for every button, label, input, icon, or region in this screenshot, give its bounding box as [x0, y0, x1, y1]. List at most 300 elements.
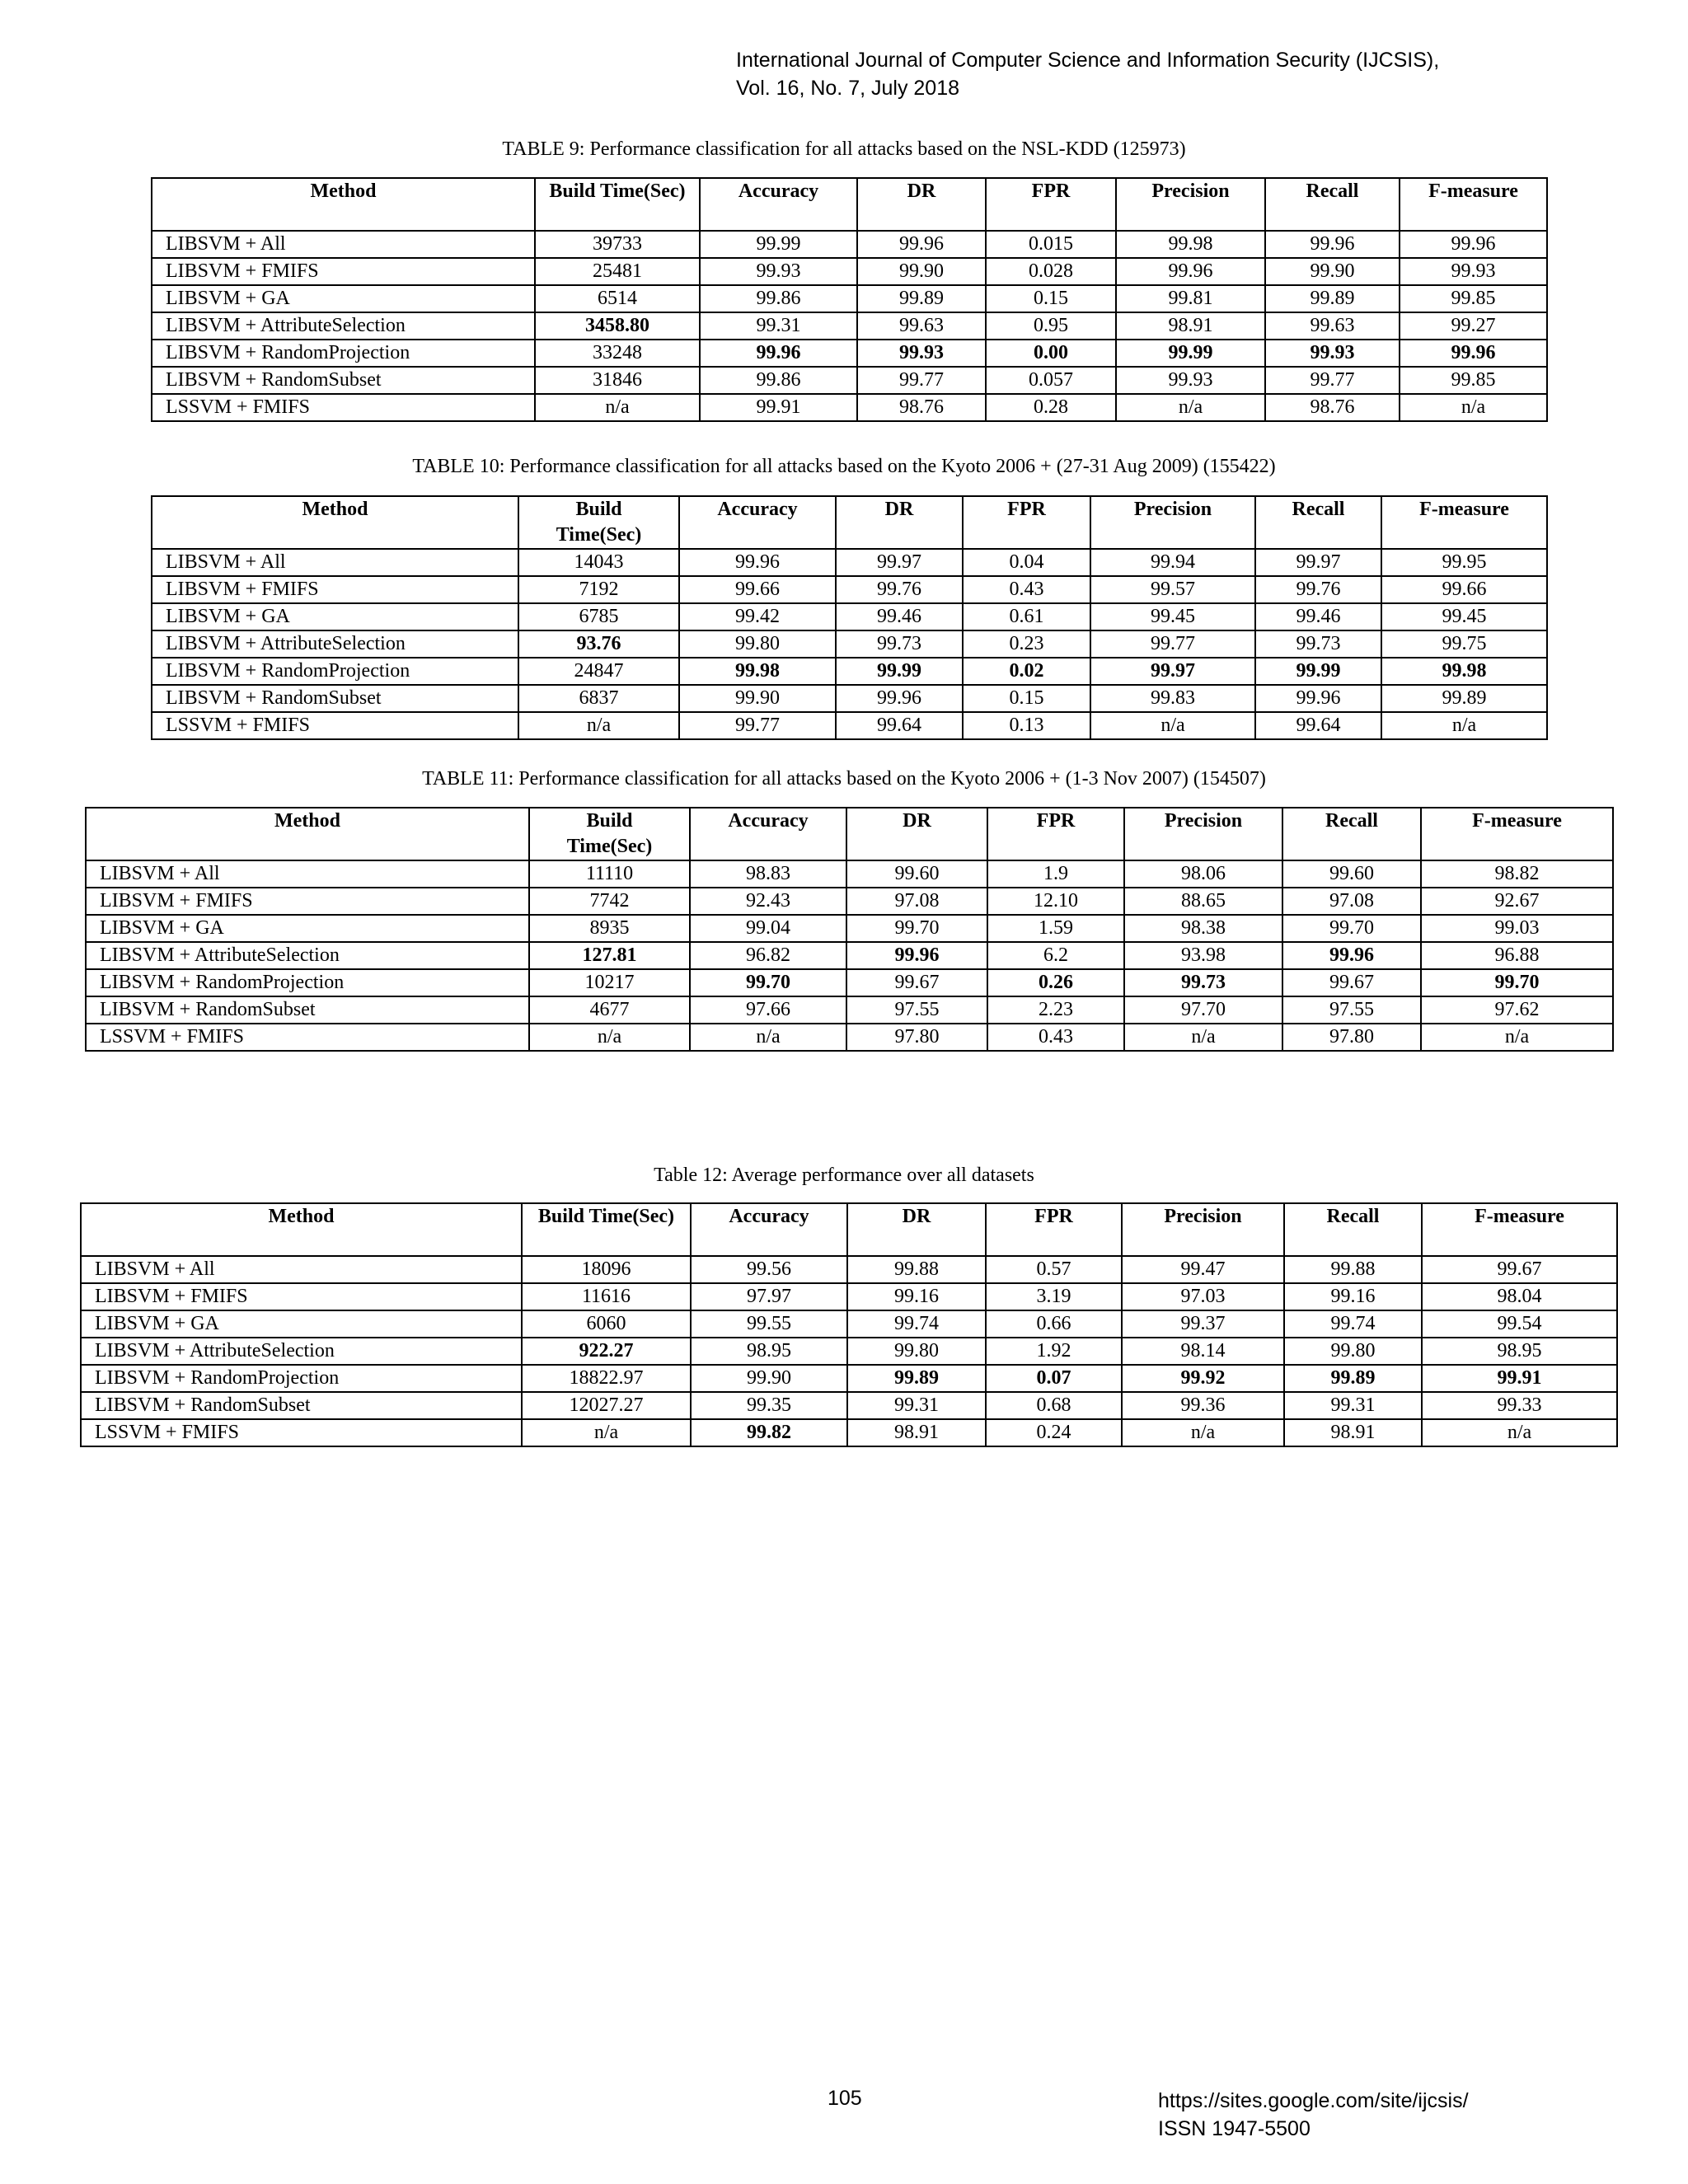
- value-cell: 99.93: [857, 340, 986, 367]
- table-row: [86, 915, 1613, 942]
- method-cell: LIBSVM + AttributeSelection: [152, 630, 518, 658]
- value-cell: 99.70: [846, 915, 987, 942]
- table-row: [152, 576, 1547, 603]
- table-row: [86, 996, 1613, 1024]
- value-cell: 0.61: [963, 603, 1090, 630]
- value-cell: 97.80: [846, 1024, 987, 1051]
- table-row: [152, 258, 1547, 285]
- column-header: Recall: [1265, 178, 1400, 231]
- value-cell: 0.66: [986, 1310, 1122, 1338]
- value-cell: 99.81: [1116, 285, 1265, 312]
- value-cell: 1.59: [987, 915, 1124, 942]
- value-cell: 0.15: [986, 285, 1116, 312]
- value-cell: 31846: [535, 367, 700, 394]
- method-cell: LIBSVM + RandomSubset: [152, 685, 518, 712]
- table-row: [81, 1338, 1617, 1365]
- value-cell: 99.90: [857, 258, 986, 285]
- value-cell: 92.43: [690, 888, 846, 915]
- value-cell: 0.00: [986, 340, 1116, 367]
- table-12-caption: Table 12: Average performance over all datasets: [654, 1165, 1034, 1186]
- value-cell: 24847: [518, 658, 679, 685]
- table-11: [85, 807, 1614, 1052]
- method-cell: LIBSVM + FMIFS: [152, 258, 535, 285]
- value-cell: 96.88: [1421, 942, 1613, 969]
- column-header: Recall: [1255, 496, 1381, 549]
- value-cell: 99.67: [846, 969, 987, 996]
- value-cell: 97.66: [690, 996, 846, 1024]
- method-cell: LIBSVM + All: [152, 549, 518, 576]
- value-cell: 98.91: [1116, 312, 1265, 340]
- table-row: [81, 1419, 1617, 1446]
- table-9: [151, 177, 1548, 422]
- journal-title: International Journal of Computer Science and Information Security (IJCSIS),: [736, 49, 1440, 72]
- value-cell: 99.70: [690, 969, 846, 996]
- method-cell: LIBSVM + AttributeSelection: [81, 1338, 522, 1365]
- value-cell: 99.70: [1421, 969, 1613, 996]
- value-cell: 99.57: [1090, 576, 1255, 603]
- column-header: Recall: [1282, 808, 1421, 860]
- value-cell: n/a: [1422, 1419, 1617, 1446]
- method-cell: LIBSVM + AttributeSelection: [152, 312, 535, 340]
- value-cell: 4677: [529, 996, 690, 1024]
- journal-footer: [1158, 2087, 1469, 2143]
- value-cell: 99.77: [679, 712, 836, 739]
- value-cell: 99.45: [1381, 603, 1547, 630]
- value-cell: 99.35: [691, 1392, 847, 1419]
- method-cell: LIBSVM + FMIFS: [86, 888, 529, 915]
- method-cell: LIBSVM + RandomSubset: [152, 367, 535, 394]
- value-cell: 99.98: [1116, 231, 1265, 258]
- table-row: [152, 603, 1547, 630]
- value-cell: 99.80: [1284, 1338, 1422, 1365]
- table-10-caption: TABLE 10: Performance classification for all attacks based on the Kyoto 2006 + (27-31 Aug 2009) (155422): [412, 456, 1276, 477]
- value-cell: 99.67: [1282, 969, 1421, 996]
- value-cell: 8935: [529, 915, 690, 942]
- value-cell: 11110: [529, 860, 690, 888]
- method-cell: LIBSVM + AttributeSelection: [86, 942, 529, 969]
- value-cell: 99.92: [1122, 1365, 1284, 1392]
- value-cell: 10217: [529, 969, 690, 996]
- value-cell: 99.82: [691, 1419, 847, 1446]
- value-cell: 99.63: [857, 312, 986, 340]
- value-cell: 97.55: [846, 996, 987, 1024]
- column-header: F-measure: [1421, 808, 1613, 860]
- column-header: Method: [152, 496, 518, 549]
- value-cell: 18096: [522, 1256, 691, 1283]
- journal-url: https://sites.google.com/site/ijcsis/: [1158, 2089, 1469, 2112]
- value-cell: 99.96: [700, 340, 857, 367]
- value-cell: 0.02: [963, 658, 1090, 685]
- value-cell: 0.28: [986, 394, 1116, 421]
- value-cell: 99.97: [1255, 549, 1381, 576]
- value-cell: 99.16: [847, 1283, 986, 1310]
- value-cell: 99.97: [1090, 658, 1255, 685]
- value-cell: 99.96: [1255, 685, 1381, 712]
- value-cell: 99.42: [679, 603, 836, 630]
- value-cell: 99.90: [1265, 258, 1400, 285]
- table-header-row: [152, 178, 1547, 231]
- column-header: DR: [846, 808, 987, 860]
- value-cell: 93.98: [1124, 942, 1282, 969]
- column-header: F-measure: [1422, 1203, 1617, 1256]
- column-header: Build Time(Sec): [535, 178, 700, 231]
- value-cell: 99.98: [1381, 658, 1547, 685]
- column-header: F-measure: [1400, 178, 1547, 231]
- table-11-caption: TABLE 11: Performance classification for all attacks based on the Kyoto 2006 + (1-3 Nov 2007) (154507): [422, 768, 1266, 790]
- value-cell: 99.67: [1422, 1256, 1617, 1283]
- value-cell: 99.96: [679, 549, 836, 576]
- value-cell: n/a: [518, 712, 679, 739]
- value-cell: n/a: [1381, 712, 1547, 739]
- value-cell: 25481: [535, 258, 700, 285]
- method-cell: LIBSVM + RandomProjection: [86, 969, 529, 996]
- value-cell: 98.14: [1122, 1338, 1284, 1365]
- column-header: Recall: [1284, 1203, 1422, 1256]
- value-cell: 99.89: [1284, 1365, 1422, 1392]
- method-cell: LIBSVM + RandomProjection: [152, 340, 535, 367]
- value-cell: 99.31: [700, 312, 857, 340]
- table-header-row: [152, 496, 1547, 549]
- value-cell: n/a: [522, 1419, 691, 1446]
- value-cell: 98.91: [1284, 1419, 1422, 1446]
- column-header: Build Time(Sec): [518, 496, 679, 549]
- method-cell: LIBSVM + RandomSubset: [81, 1392, 522, 1419]
- column-header: FPR: [987, 808, 1124, 860]
- value-cell: 99.86: [700, 285, 857, 312]
- value-cell: 3458.80: [535, 312, 700, 340]
- value-cell: 3.19: [986, 1283, 1122, 1310]
- value-cell: 92.67: [1421, 888, 1613, 915]
- table-header-row: [86, 808, 1613, 860]
- value-cell: 99.31: [847, 1392, 986, 1419]
- value-cell: 98.76: [857, 394, 986, 421]
- value-cell: 99.33: [1422, 1392, 1617, 1419]
- table-row: [81, 1310, 1617, 1338]
- method-cell: LIBSVM + RandomProjection: [81, 1365, 522, 1392]
- value-cell: 99.96: [836, 685, 963, 712]
- value-cell: 99.90: [691, 1365, 847, 1392]
- value-cell: 99.89: [857, 285, 986, 312]
- value-cell: 39733: [535, 231, 700, 258]
- column-header: Precision: [1116, 178, 1265, 231]
- value-cell: 99.93: [700, 258, 857, 285]
- value-cell: 99.80: [847, 1338, 986, 1365]
- value-cell: 99.85: [1400, 367, 1547, 394]
- table-row: [152, 367, 1547, 394]
- value-cell: 6837: [518, 685, 679, 712]
- method-cell: LIBSVM + FMIFS: [152, 576, 518, 603]
- method-cell: LSSVM + FMIFS: [152, 712, 518, 739]
- value-cell: 99.03: [1421, 915, 1613, 942]
- value-cell: 99.80: [679, 630, 836, 658]
- value-cell: n/a: [529, 1024, 690, 1051]
- value-cell: 99.96: [857, 231, 986, 258]
- value-cell: 99.27: [1400, 312, 1547, 340]
- value-cell: 0.95: [986, 312, 1116, 340]
- value-cell: 1.92: [986, 1338, 1122, 1365]
- value-cell: 99.66: [679, 576, 836, 603]
- value-cell: 2.23: [987, 996, 1124, 1024]
- method-cell: LIBSVM + GA: [81, 1310, 522, 1338]
- value-cell: 6060: [522, 1310, 691, 1338]
- value-cell: 99.99: [836, 658, 963, 685]
- table-12: [80, 1202, 1618, 1447]
- column-header: FPR: [986, 178, 1116, 231]
- value-cell: 98.91: [847, 1419, 986, 1446]
- value-cell: 99.89: [1265, 285, 1400, 312]
- method-cell: LSSVM + FMIFS: [86, 1024, 529, 1051]
- value-cell: 99.46: [836, 603, 963, 630]
- value-cell: n/a: [1116, 394, 1265, 421]
- value-cell: 99.98: [679, 658, 836, 685]
- value-cell: 97.08: [846, 888, 987, 915]
- table-row: [152, 549, 1547, 576]
- column-header: Method: [81, 1203, 522, 1256]
- value-cell: 0.04: [963, 549, 1090, 576]
- value-cell: 0.23: [963, 630, 1090, 658]
- value-cell: 99.54: [1422, 1310, 1617, 1338]
- value-cell: 99.74: [1284, 1310, 1422, 1338]
- value-cell: 99.64: [1255, 712, 1381, 739]
- value-cell: 1.9: [987, 860, 1124, 888]
- journal-issn: ISSN 1947-5500: [1158, 2117, 1311, 2140]
- value-cell: 99.73: [1124, 969, 1282, 996]
- column-header: Accuracy: [679, 496, 836, 549]
- method-cell: LIBSVM + GA: [152, 285, 535, 312]
- value-cell: 99.88: [1284, 1256, 1422, 1283]
- table-row: [152, 685, 1547, 712]
- value-cell: 99.91: [700, 394, 857, 421]
- value-cell: 11616: [522, 1283, 691, 1310]
- method-cell: LIBSVM + GA: [86, 915, 529, 942]
- value-cell: 98.76: [1265, 394, 1400, 421]
- value-cell: 99.64: [836, 712, 963, 739]
- table-9-caption: TABLE 9: Performance classification for all attacks based on the NSL-KDD (125973): [502, 138, 1186, 160]
- value-cell: 7192: [518, 576, 679, 603]
- table-10: [151, 495, 1548, 740]
- value-cell: 12027.27: [522, 1392, 691, 1419]
- value-cell: 99.96: [1282, 942, 1421, 969]
- value-cell: 99.83: [1090, 685, 1255, 712]
- value-cell: 99.96: [1116, 258, 1265, 285]
- column-header: DR: [857, 178, 986, 231]
- value-cell: 97.03: [1122, 1283, 1284, 1310]
- value-cell: 0.43: [987, 1024, 1124, 1051]
- value-cell: 99.70: [1282, 915, 1421, 942]
- value-cell: n/a: [1400, 394, 1547, 421]
- column-header: Method: [86, 808, 529, 860]
- value-cell: 99.89: [1381, 685, 1547, 712]
- value-cell: 99.37: [1122, 1310, 1284, 1338]
- value-cell: 0.68: [986, 1392, 1122, 1419]
- value-cell: 98.04: [1422, 1283, 1617, 1310]
- value-cell: 99.90: [679, 685, 836, 712]
- value-cell: 99.96: [1265, 231, 1400, 258]
- value-cell: 0.015: [986, 231, 1116, 258]
- value-cell: 7742: [529, 888, 690, 915]
- method-cell: LIBSVM + All: [86, 860, 529, 888]
- method-cell: LIBSVM + RandomProjection: [152, 658, 518, 685]
- table-row: [81, 1392, 1617, 1419]
- column-header: DR: [836, 496, 963, 549]
- table-row: [152, 712, 1547, 739]
- value-cell: 0.24: [986, 1419, 1122, 1446]
- value-cell: 99.76: [1255, 576, 1381, 603]
- value-cell: 99.89: [847, 1365, 986, 1392]
- value-cell: 96.82: [690, 942, 846, 969]
- value-cell: 0.57: [986, 1256, 1122, 1283]
- method-cell: LSSVM + FMIFS: [81, 1419, 522, 1446]
- value-cell: 99.93: [1116, 367, 1265, 394]
- value-cell: n/a: [535, 394, 700, 421]
- value-cell: 97.70: [1124, 996, 1282, 1024]
- value-cell: n/a: [690, 1024, 846, 1051]
- value-cell: 0.07: [986, 1365, 1122, 1392]
- value-cell: 98.95: [691, 1338, 847, 1365]
- value-cell: n/a: [1090, 712, 1255, 739]
- value-cell: 99.75: [1381, 630, 1547, 658]
- table-row: [152, 231, 1547, 258]
- value-cell: 99.97: [836, 549, 963, 576]
- method-cell: LIBSVM + FMIFS: [81, 1283, 522, 1310]
- table-row: [86, 888, 1613, 915]
- column-header: Build Time(Sec): [522, 1203, 691, 1256]
- value-cell: 97.62: [1421, 996, 1613, 1024]
- value-cell: 99.77: [1090, 630, 1255, 658]
- column-header: F-measure: [1381, 496, 1547, 549]
- value-cell: 99.99: [1255, 658, 1381, 685]
- column-header: FPR: [986, 1203, 1122, 1256]
- value-cell: 99.94: [1090, 549, 1255, 576]
- value-cell: 99.99: [700, 231, 857, 258]
- table-row: [152, 340, 1547, 367]
- method-cell: LIBSVM + All: [81, 1256, 522, 1283]
- value-cell: 99.95: [1381, 549, 1547, 576]
- value-cell: 97.80: [1282, 1024, 1421, 1051]
- value-cell: 99.04: [690, 915, 846, 942]
- value-cell: 99.55: [691, 1310, 847, 1338]
- table-row: [86, 1024, 1613, 1051]
- table-row: [86, 942, 1613, 969]
- value-cell: 98.06: [1124, 860, 1282, 888]
- method-cell: LIBSVM + RandomSubset: [86, 996, 529, 1024]
- value-cell: 99.66: [1381, 576, 1547, 603]
- value-cell: 922.27: [522, 1338, 691, 1365]
- value-cell: 14043: [518, 549, 679, 576]
- value-cell: 99.16: [1284, 1283, 1422, 1310]
- value-cell: 99.31: [1284, 1392, 1422, 1419]
- value-cell: 127.81: [529, 942, 690, 969]
- value-cell: 99.77: [1265, 367, 1400, 394]
- value-cell: 6514: [535, 285, 700, 312]
- table-header-row: [81, 1203, 1617, 1256]
- value-cell: 97.97: [691, 1283, 847, 1310]
- value-cell: n/a: [1122, 1419, 1284, 1446]
- value-cell: 98.38: [1124, 915, 1282, 942]
- column-header: Method: [152, 178, 535, 231]
- journal-header: [736, 46, 1439, 102]
- value-cell: 99.99: [1116, 340, 1265, 367]
- column-header: Accuracy: [700, 178, 857, 231]
- value-cell: 0.15: [963, 685, 1090, 712]
- table-row: [81, 1365, 1617, 1392]
- value-cell: 99.96: [1400, 340, 1547, 367]
- value-cell: 99.88: [847, 1256, 986, 1283]
- value-cell: 88.65: [1124, 888, 1282, 915]
- value-cell: 93.76: [518, 630, 679, 658]
- value-cell: 97.08: [1282, 888, 1421, 915]
- value-cell: 99.91: [1422, 1365, 1617, 1392]
- value-cell: 6.2: [987, 942, 1124, 969]
- column-header: Precision: [1122, 1203, 1284, 1256]
- value-cell: 12.10: [987, 888, 1124, 915]
- value-cell: 98.95: [1422, 1338, 1617, 1365]
- value-cell: 99.73: [836, 630, 963, 658]
- value-cell: 99.76: [836, 576, 963, 603]
- value-cell: 98.83: [690, 860, 846, 888]
- value-cell: 33248: [535, 340, 700, 367]
- value-cell: 0.43: [963, 576, 1090, 603]
- method-cell: LSSVM + FMIFS: [152, 394, 535, 421]
- column-header: DR: [847, 1203, 986, 1256]
- page-number: 105: [828, 2087, 862, 2110]
- value-cell: 99.63: [1265, 312, 1400, 340]
- table-row: [152, 394, 1547, 421]
- column-header: Precision: [1090, 496, 1255, 549]
- column-header: Accuracy: [690, 808, 846, 860]
- value-cell: 99.96: [1400, 231, 1547, 258]
- value-cell: 99.36: [1122, 1392, 1284, 1419]
- table-row: [152, 630, 1547, 658]
- value-cell: 6785: [518, 603, 679, 630]
- table-row: [81, 1283, 1617, 1310]
- method-cell: LIBSVM + All: [152, 231, 535, 258]
- table-row: [152, 285, 1547, 312]
- value-cell: 0.057: [986, 367, 1116, 394]
- value-cell: 99.93: [1265, 340, 1400, 367]
- value-cell: 0.028: [986, 258, 1116, 285]
- value-cell: 99.56: [691, 1256, 847, 1283]
- column-header: Precision: [1124, 808, 1282, 860]
- table-row: [152, 312, 1547, 340]
- value-cell: 99.73: [1255, 630, 1381, 658]
- value-cell: 99.74: [847, 1310, 986, 1338]
- value-cell: 99.60: [846, 860, 987, 888]
- table-row: [86, 969, 1613, 996]
- method-cell: LIBSVM + GA: [152, 603, 518, 630]
- value-cell: 0.13: [963, 712, 1090, 739]
- table-row: [152, 658, 1547, 685]
- journal-volume: Vol. 16, No. 7, July 2018: [736, 77, 960, 100]
- value-cell: 0.26: [987, 969, 1124, 996]
- value-cell: 99.86: [700, 367, 857, 394]
- value-cell: 99.93: [1400, 258, 1547, 285]
- column-header: Build Time(Sec): [529, 808, 690, 860]
- value-cell: 99.45: [1090, 603, 1255, 630]
- table-row: [81, 1256, 1617, 1283]
- value-cell: 99.96: [846, 942, 987, 969]
- value-cell: 99.85: [1400, 285, 1547, 312]
- column-header: Accuracy: [691, 1203, 847, 1256]
- value-cell: n/a: [1421, 1024, 1613, 1051]
- value-cell: 99.47: [1122, 1256, 1284, 1283]
- value-cell: 98.82: [1421, 860, 1613, 888]
- value-cell: 99.77: [857, 367, 986, 394]
- table-row: [86, 860, 1613, 888]
- value-cell: 18822.97: [522, 1365, 691, 1392]
- value-cell: 97.55: [1282, 996, 1421, 1024]
- value-cell: 99.46: [1255, 603, 1381, 630]
